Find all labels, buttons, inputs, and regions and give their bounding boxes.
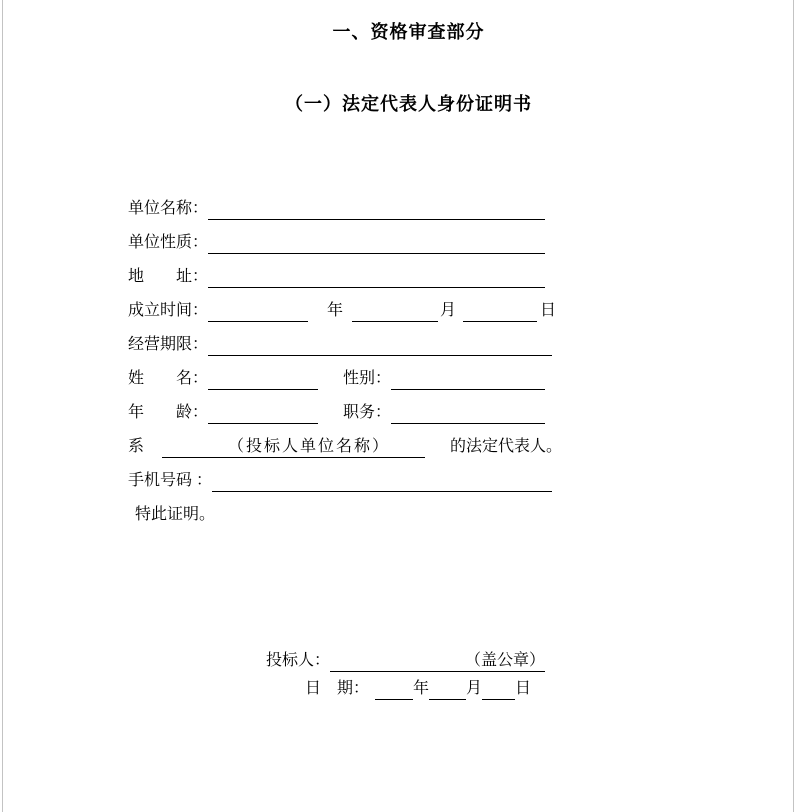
unit-name-field[interactable] [208,219,545,220]
mobile-field[interactable] [212,491,552,492]
closing-row [128,492,545,526]
year-unit-label: 年 [327,302,344,319]
section-title: 一、资格审查部分 [332,22,485,42]
name-gender-row [128,356,545,390]
gender-field[interactable] [391,389,545,390]
day-unit-label: 日 [540,302,557,319]
date-label: 日 期： [305,680,370,697]
page-edge-right [793,0,794,812]
unit-type-label: 单位性质： [128,234,209,251]
unit-name-row [128,186,545,220]
name-field[interactable] [208,389,318,390]
established-label: 成立时间： [128,302,209,319]
form-title: （一）法定代表人身份证明书 [285,94,532,114]
date-day-field[interactable] [482,699,515,700]
age-field[interactable] [208,423,318,424]
bidder-name-field-right[interactable] [390,457,425,458]
date-day-unit: 日 [515,680,532,697]
age-position-row [128,390,545,424]
position-field[interactable] [391,423,545,424]
bidder-name-note: （投标人单位名称） [228,433,390,458]
bidder-label: 投标人： [266,652,331,669]
age-label: 年 龄： [128,404,209,421]
mobile-label: 手机号码 ： [128,472,213,489]
business-term-field[interactable] [208,355,552,356]
page-edge-left [2,0,3,812]
established-month-field[interactable] [352,321,438,322]
unit-type-row [128,220,545,254]
closing-statement: 特此证明。 [135,506,216,523]
is-label: 系 [128,438,145,455]
month-unit-label: 月 [440,302,457,319]
bidder-name-field-left[interactable] [162,457,228,458]
established-date-row [128,288,557,322]
gender-label: 性别： [343,370,392,387]
established-day-field[interactable] [463,321,537,322]
date-row [305,666,531,700]
date-year-field[interactable] [375,699,413,700]
position-label: 职务： [343,404,392,421]
date-year-unit: 年 [413,680,430,697]
established-year-field[interactable] [208,321,308,322]
certificate-form [128,186,563,526]
mobile-row [128,458,552,492]
name-label: 姓 名： [128,370,209,387]
address-row [128,254,545,288]
seal-note: （盖公章） [465,652,546,669]
business-term-row [128,322,552,356]
address-label: 地 址： [128,268,209,285]
date-month-field[interactable] [429,699,466,700]
address-field[interactable] [208,287,545,288]
legal-rep-suffix: 的法定代表人。 [450,438,563,455]
unit-type-field[interactable] [208,253,545,254]
business-term-label: 经营期限： [128,336,209,353]
date-month-unit: 月 [466,680,483,697]
unit-name-label: 单位名称： [128,200,209,217]
legal-rep-statement-row [128,424,563,458]
